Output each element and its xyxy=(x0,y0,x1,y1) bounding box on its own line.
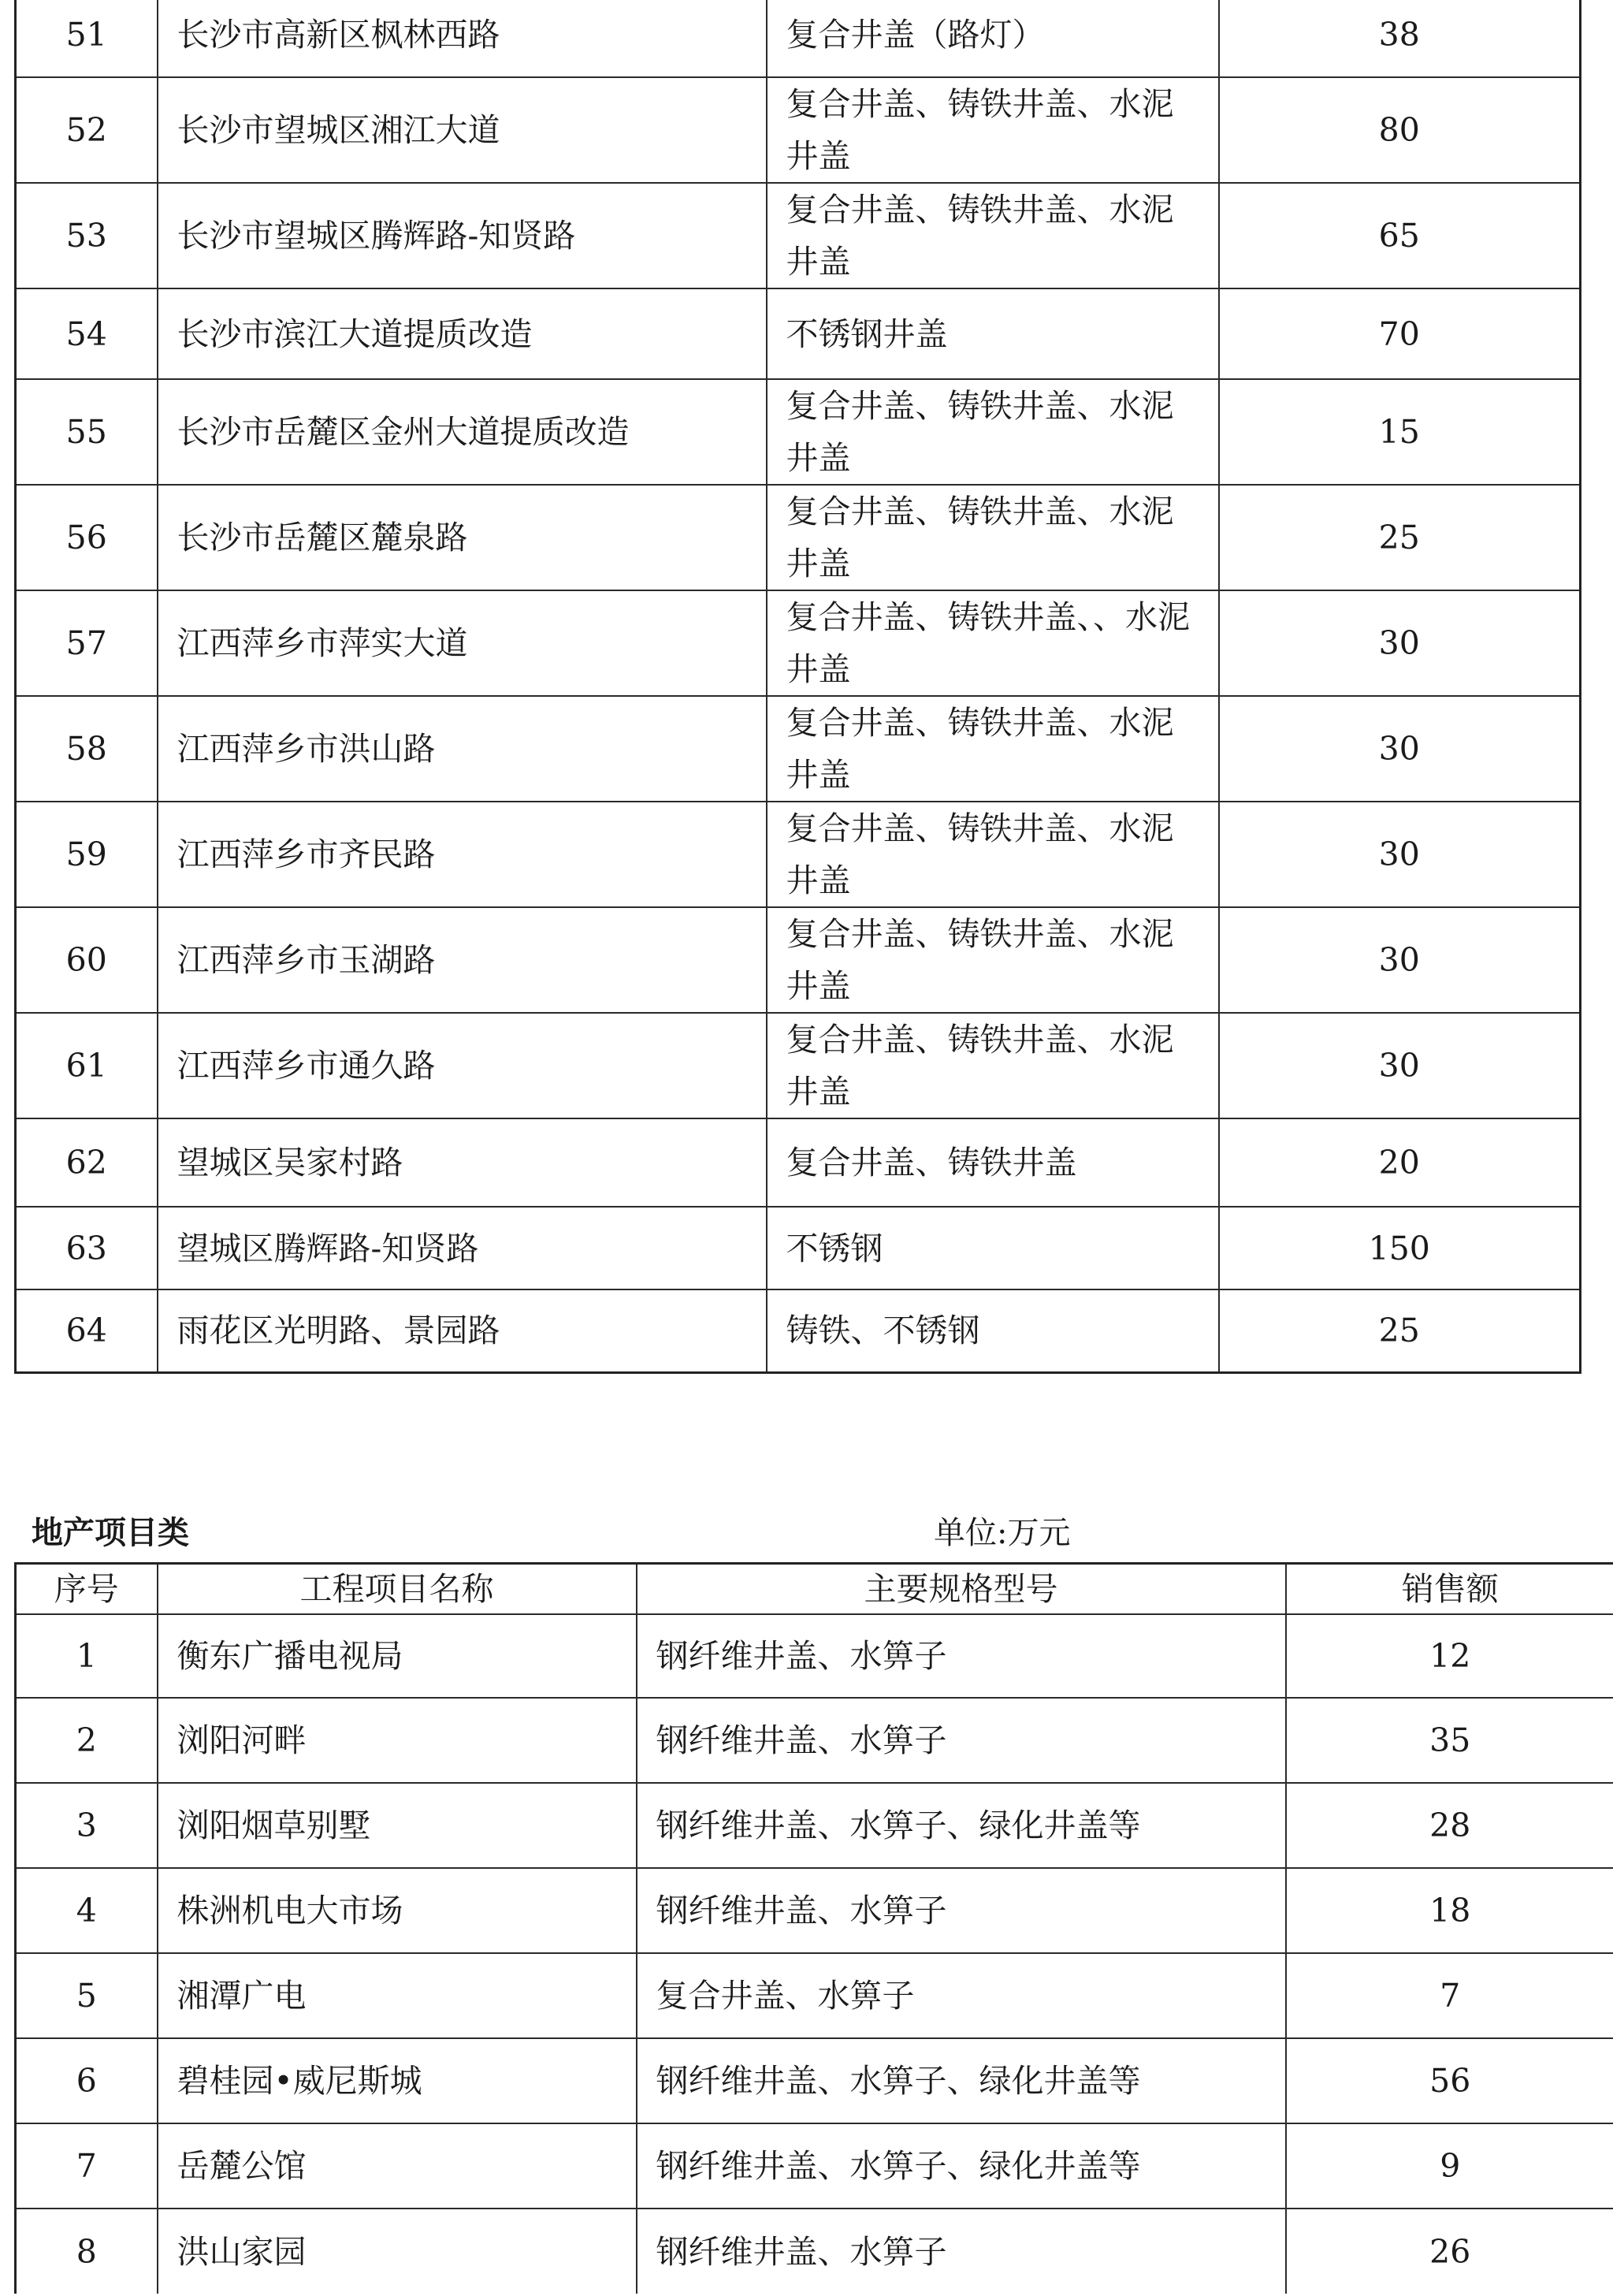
sales-amount: 38 xyxy=(1219,0,1581,77)
sales-amount: 56 xyxy=(1286,2038,1613,2123)
table-row xyxy=(16,288,1581,379)
project-name: 江西萍乡市洪山路 xyxy=(158,696,767,802)
sales-amount: 28 xyxy=(1286,1783,1613,1868)
project-name: 望城区腾辉路-知贤路 xyxy=(158,1207,767,1289)
spec-model: 复合井盖、铸铁井盖、水泥井盖 xyxy=(767,907,1219,1013)
row-number: 54 xyxy=(16,288,158,379)
sales-amount: 25 xyxy=(1219,1289,1581,1372)
table-row xyxy=(16,1868,1613,1953)
sales-amount: 18 xyxy=(1286,1868,1613,1953)
spec-model: 复合井盖、铸铁井盖、水泥井盖 xyxy=(767,1013,1219,1118)
sales-amount: 20 xyxy=(1219,1118,1581,1207)
project-name: 江西萍乡市玉湖路 xyxy=(158,907,767,1013)
table-row xyxy=(16,77,1581,183)
sales-amount: 80 xyxy=(1219,77,1581,183)
row-number: 2 xyxy=(16,1698,158,1783)
spec-model: 钢纤维井盖、水箅子 xyxy=(637,2209,1286,2294)
row-number: 60 xyxy=(16,907,158,1013)
project-name: 江西萍乡市齐民路 xyxy=(158,802,767,907)
sales-amount: 15 xyxy=(1219,379,1581,485)
spec-model: 复合井盖、铸铁井盖、水泥井盖 xyxy=(767,485,1219,590)
row-number: 58 xyxy=(16,696,158,802)
row-number: 55 xyxy=(16,379,158,485)
project-name: 浏阳烟草别墅 xyxy=(158,1783,637,1868)
spec-model: 钢纤维井盖、水箅子、绿化井盖等 xyxy=(637,2038,1286,2123)
unit-label: 单位:万元 xyxy=(934,1515,1071,1551)
row-number: 5 xyxy=(16,1953,158,2038)
table-row xyxy=(16,2209,1613,2294)
spec-model: 复合井盖、铸铁井盖、、水泥井盖 xyxy=(767,590,1219,696)
sales-amount: 70 xyxy=(1219,288,1581,379)
table-row xyxy=(16,907,1581,1013)
project-name: 洪山家园 xyxy=(158,2209,637,2294)
sales-amount: 30 xyxy=(1219,907,1581,1013)
table-row xyxy=(16,2123,1613,2209)
sales-amount: 35 xyxy=(1286,1698,1613,1783)
sales-amount: 12 xyxy=(1286,1614,1613,1698)
sales-amount: 30 xyxy=(1219,802,1581,907)
header-no: 序号 xyxy=(16,1564,158,1615)
spec-model: 钢纤维井盖、水箅子 xyxy=(637,1868,1286,1953)
sales-amount: 30 xyxy=(1219,590,1581,696)
header-amount: 销售额 xyxy=(1286,1564,1613,1615)
row-number: 57 xyxy=(16,590,158,696)
table-row xyxy=(16,802,1581,907)
row-number: 63 xyxy=(16,1207,158,1289)
row-number: 64 xyxy=(16,1289,158,1372)
spec-model: 复合井盖、铸铁井盖、水泥井盖 xyxy=(767,802,1219,907)
project-name: 长沙市岳麓区金州大道提质改造 xyxy=(158,379,767,485)
row-number: 61 xyxy=(16,1013,158,1118)
project-name: 长沙市滨江大道提质改造 xyxy=(158,288,767,379)
row-number: 8 xyxy=(16,2209,158,2294)
row-number: 59 xyxy=(16,802,158,907)
table-row xyxy=(16,183,1581,288)
spec-model: 不锈钢 xyxy=(767,1207,1219,1289)
header-name: 工程项目名称 xyxy=(158,1564,637,1615)
row-number: 62 xyxy=(16,1118,158,1207)
project-name: 长沙市望城区腾辉路-知贤路 xyxy=(158,183,767,288)
project-name: 长沙市岳麓区麓泉路 xyxy=(158,485,767,590)
sales-amount: 30 xyxy=(1219,1013,1581,1118)
row-number: 6 xyxy=(16,2038,158,2123)
project-name: 浏阳河畔 xyxy=(158,1698,637,1783)
spec-model: 铸铁、不锈钢 xyxy=(767,1289,1219,1372)
sales-amount: 30 xyxy=(1219,696,1581,802)
row-number: 56 xyxy=(16,485,158,590)
project-name: 望城区吴家村路 xyxy=(158,1118,767,1207)
project-name: 衡东广播电视局 xyxy=(158,1614,637,1698)
project-name: 长沙市望城区湘江大道 xyxy=(158,77,767,183)
spec-model: 复合井盖、铸铁井盖、水泥井盖 xyxy=(767,183,1219,288)
spec-model: 不锈钢井盖 xyxy=(767,288,1219,379)
spec-model: 复合井盖、铸铁井盖、水泥井盖 xyxy=(767,77,1219,183)
table-row xyxy=(16,696,1581,802)
section-title: 地产项目类 xyxy=(32,1514,189,1551)
project-name: 碧桂园•威尼斯城 xyxy=(158,2038,637,2123)
row-number: 3 xyxy=(16,1783,158,1868)
row-number: 53 xyxy=(16,183,158,288)
project-name: 岳麓公馆 xyxy=(158,2123,637,2209)
spec-model: 复合井盖、铸铁井盖 xyxy=(767,1118,1219,1207)
table-row xyxy=(16,590,1581,696)
table-row xyxy=(16,1118,1581,1207)
spec-model: 复合井盖（路灯） xyxy=(767,0,1219,77)
project-name: 株洲机电大市场 xyxy=(158,1868,637,1953)
sales-amount: 25 xyxy=(1219,485,1581,590)
spec-model: 钢纤维井盖、水箅子 xyxy=(637,1698,1286,1783)
project-name: 长沙市高新区枫林西路 xyxy=(158,0,767,77)
project-name: 湘潭广电 xyxy=(158,1953,637,2038)
sales-amount: 65 xyxy=(1219,183,1581,288)
project-name: 江西萍乡市萍实大道 xyxy=(158,590,767,696)
table-header-row xyxy=(16,1564,1613,1615)
sales-amount: 150 xyxy=(1219,1207,1581,1289)
header-spec: 主要规格型号 xyxy=(637,1564,1286,1615)
spec-model: 钢纤维井盖、水箅子、绿化井盖等 xyxy=(637,2123,1286,2209)
table-row xyxy=(16,2038,1613,2123)
table-row xyxy=(16,379,1581,485)
project-name: 江西萍乡市通久路 xyxy=(158,1013,767,1118)
project-name: 雨花区光明路、景园路 xyxy=(158,1289,767,1372)
table-row xyxy=(16,0,1581,77)
row-number: 51 xyxy=(16,0,158,77)
table-row xyxy=(16,1207,1581,1289)
real-estate-projects-table xyxy=(14,1562,1613,2294)
sales-amount: 7 xyxy=(1286,1953,1613,2038)
spec-model: 复合井盖、铸铁井盖、水泥井盖 xyxy=(767,379,1219,485)
spec-model: 复合井盖、水箅子 xyxy=(637,1953,1286,2038)
table-row xyxy=(16,1289,1581,1372)
road-projects-table xyxy=(14,0,1581,1374)
table-row xyxy=(16,1783,1613,1868)
table-row xyxy=(16,1013,1581,1118)
spec-model: 钢纤维井盖、水箅子、绿化井盖等 xyxy=(637,1783,1286,1868)
spec-model: 钢纤维井盖、水箅子 xyxy=(637,1614,1286,1698)
table-row xyxy=(16,485,1581,590)
table-row xyxy=(16,1698,1613,1783)
row-number: 7 xyxy=(16,2123,158,2209)
table-row xyxy=(16,1953,1613,2038)
sales-amount: 26 xyxy=(1286,2209,1613,2294)
row-number: 1 xyxy=(16,1614,158,1698)
row-number: 52 xyxy=(16,77,158,183)
row-number: 4 xyxy=(16,1868,158,1953)
spec-model: 复合井盖、铸铁井盖、水泥井盖 xyxy=(767,696,1219,802)
table-row xyxy=(16,1614,1613,1698)
sales-amount: 9 xyxy=(1286,2123,1613,2209)
